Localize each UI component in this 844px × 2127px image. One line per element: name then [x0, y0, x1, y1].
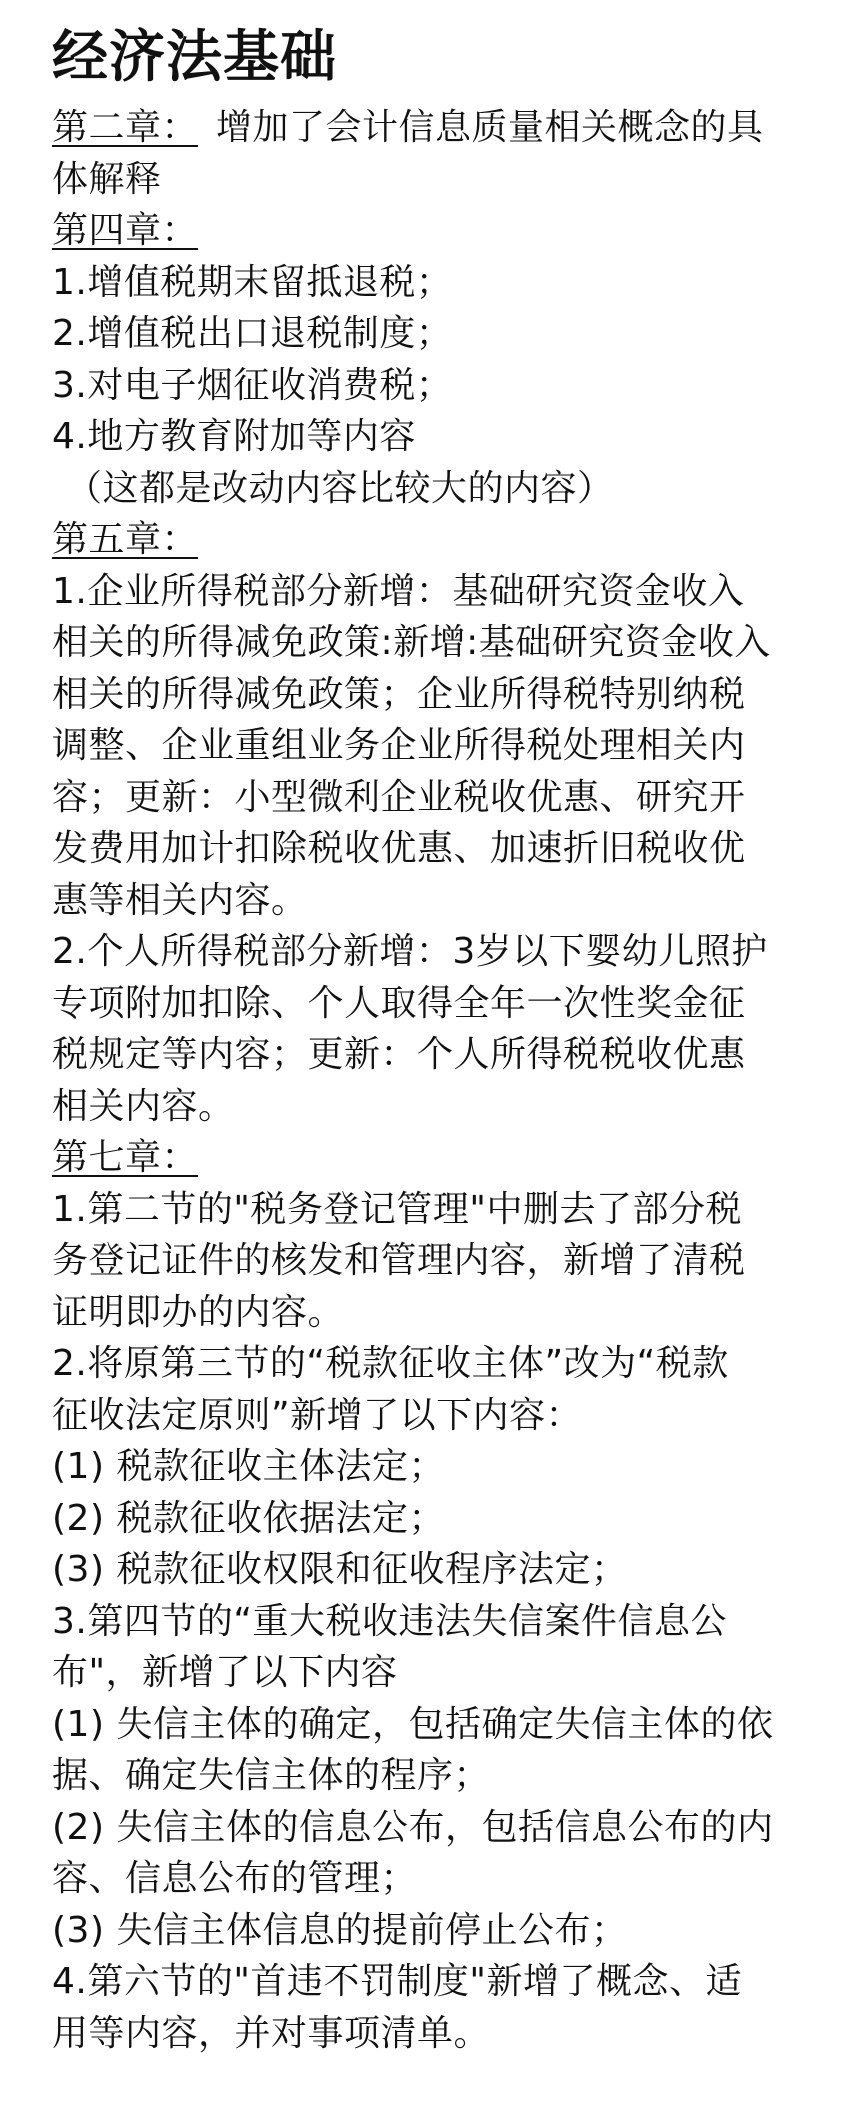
- chapter-5-line: 发费用加计扣除税收优惠、加速折旧税收优: [52, 828, 746, 869]
- chapter-4-note: （这都是改动内容比较大的内容）: [66, 467, 614, 509]
- chapter-7-line: (1) 失信主体的确定，包括确定失信主体的依: [52, 1703, 774, 1745]
- chapter-5-line: 相关的所得减免政策:新增:基础研究资金收入: [52, 622, 771, 663]
- chapter-7-line: 布"，新增了以下内容: [52, 1652, 398, 1693]
- chapter-7-line: 用等内容，并对事项清单。: [52, 2012, 491, 2054]
- chapter-4-line: 3.对电子烟征收消费税；: [52, 364, 453, 406]
- chapter-2-heading: 第二章：: [52, 107, 199, 148]
- chapter-7-line: 4.第六节的"首违不罚制度"新增了概念、适: [52, 1961, 742, 2002]
- chapter-5-heading: 第五章：: [52, 519, 199, 560]
- chapter-5-line: 税规定等内容；更新：个人所得税税收优惠: [52, 1034, 746, 1075]
- chapter-5-line: 专项附加扣除、个人取得全年一次性奖金征: [52, 982, 746, 1024]
- chapter-7-line: 证明即办的内容。: [52, 1291, 345, 1333]
- chapter-4-line: 4.地方教育附加等内容: [52, 416, 416, 457]
- chapter-7-line: 容、信息公布的管理；: [52, 1858, 418, 1899]
- chapter-2-text: 增加了会计信息质量相关概念的具: [216, 107, 764, 148]
- chapter-5-line: 惠等相关内容。: [52, 879, 308, 921]
- chapter-5-line: 容；更新：小型微利企业税收优惠、研究开: [52, 776, 746, 818]
- chapter-7-heading: 第七章：: [52, 1137, 199, 1178]
- chapter-5-line: 1.企业所得税部分新增：基础研究资金收入: [52, 570, 745, 612]
- chapter-5-line: 调整、企业重组业务企业所得税处理相关内: [52, 725, 746, 766]
- chapter-7-line: (1) 税款征收主体法定；: [52, 1446, 445, 1487]
- chapter-4-heading: 第四章：: [52, 210, 199, 251]
- chapter-5-line: 相关的所得减免政策；企业所得税特别纳税: [52, 673, 746, 715]
- chapter-2-line: 体解释: [52, 158, 162, 200]
- chapter-7-line: 务登记证件的核发和管理内容，新增了清税: [52, 1240, 746, 1281]
- chapter-7-line: (2) 税款征收依据法定；: [52, 1497, 445, 1539]
- chapter-7-line: (3) 税款征收权限和征收程序法定；: [52, 1549, 628, 1590]
- chapter-5-line: 2.个人所得税部分新增：3岁以下婴幼儿照护: [52, 931, 768, 972]
- chapter-7-heading-line: [52, 1132, 814, 1184]
- chapter-4-line: 2.增值税出口退税制度；: [52, 313, 453, 354]
- chapter-4-heading-line: [52, 205, 814, 257]
- chapter-7-line: (3) 失信主体信息的提前停止公布；: [52, 1909, 628, 1951]
- chapter-7-line: 1.第二节的"税务登记管理"中删去了部分税: [52, 1188, 742, 1230]
- chapter-7-line: (2) 失信主体的信息公布，包括信息公布的内: [52, 1806, 774, 1848]
- chapter-7-line: 2.将原第三节的“税款征收主体”改为“税款: [52, 1343, 729, 1384]
- chapter-7-line: 征收法定原则”新增了以下内容：: [52, 1394, 583, 1436]
- chapter-5-line: 相关内容。: [52, 1085, 235, 1127]
- chapter-7-line: 据、确定失信主体的程序；: [52, 1755, 491, 1796]
- chapter-5-heading-line: [52, 514, 814, 566]
- chapter-2-heading-line: [52, 102, 814, 154]
- page-title: 经济法基础: [52, 25, 337, 90]
- chapter-7-line: 3.第四节的“重大税收违法失信案件信息公: [52, 1600, 727, 1642]
- chapter-4-line: 1.增值税期末留抵退税；: [52, 261, 453, 303]
